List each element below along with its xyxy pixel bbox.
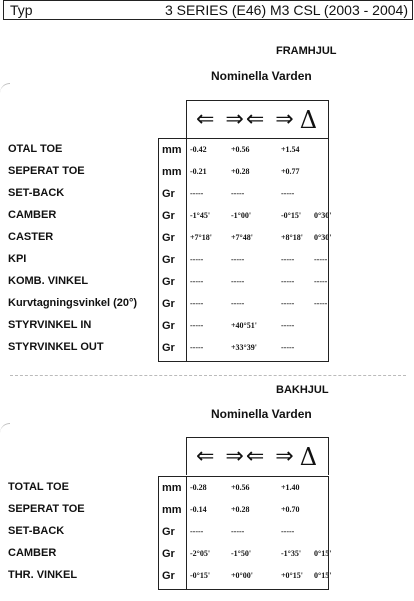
nominal-value: ----- bbox=[231, 255, 245, 264]
unit-cell: mm bbox=[162, 504, 182, 516]
nominal-value: ----- bbox=[231, 299, 245, 308]
max-value: ----- bbox=[281, 255, 295, 264]
max-value: ----- bbox=[281, 321, 295, 330]
front-subtitle: Nominella Varden bbox=[211, 69, 312, 83]
nominal-value: +0°00' bbox=[231, 571, 253, 580]
unit-cell: Gr bbox=[162, 526, 175, 538]
tolerance-value: 0°30' bbox=[314, 211, 332, 220]
max-value: -1°35' bbox=[281, 549, 302, 558]
nominal-value: -1°00' bbox=[231, 211, 252, 220]
min-value: ----- bbox=[190, 277, 204, 286]
max-value: +0.77 bbox=[281, 167, 300, 176]
toe-arrows-icon: ⇐ ⇒⇐ ⇒ bbox=[195, 107, 296, 132]
max-value: +0.70 bbox=[281, 505, 300, 514]
parameter-label: KOMB. VINKEL bbox=[8, 275, 89, 287]
max-value: +1.40 bbox=[281, 483, 300, 492]
value-row bbox=[187, 249, 328, 271]
tolerance-value: 0°15' bbox=[314, 549, 332, 558]
unit-cell: Gr bbox=[162, 254, 175, 266]
value-row bbox=[187, 271, 328, 293]
min-value: ----- bbox=[190, 343, 204, 352]
value-row bbox=[187, 205, 332, 227]
parameter-label: CASTER bbox=[8, 231, 54, 243]
toe-arrows-icon: ⇐ ⇒⇐ ⇒ bbox=[195, 444, 296, 469]
unit-cell: Gr bbox=[162, 548, 175, 560]
value-row bbox=[187, 315, 328, 337]
nominal-value: +0.56 bbox=[231, 145, 250, 154]
unit-cell: Gr bbox=[162, 298, 175, 310]
margin-mark bbox=[0, 83, 10, 94]
front-direction-header bbox=[186, 100, 329, 138]
delta-icon: Δ bbox=[299, 105, 320, 134]
delta-icon: Δ bbox=[299, 442, 320, 471]
rear-subtitle: Nominella Varden bbox=[211, 407, 312, 421]
nominal-value: ----- bbox=[231, 527, 245, 536]
tolerance-value: ----- bbox=[314, 255, 328, 264]
nominal-value: +0.28 bbox=[231, 167, 250, 176]
value-row bbox=[187, 183, 328, 205]
max-value: -0°15' bbox=[281, 211, 302, 220]
max-value: ----- bbox=[281, 343, 295, 352]
min-value: ----- bbox=[190, 299, 204, 308]
rear-unit-column bbox=[158, 476, 186, 590]
value-row bbox=[187, 477, 328, 499]
tolerance-value: 0°30' bbox=[314, 233, 332, 242]
rear-section-title: BAKHJUL bbox=[276, 384, 329, 396]
unit-cell: mm bbox=[162, 166, 182, 178]
min-value: -0.14 bbox=[190, 505, 207, 514]
unit-cell: mm bbox=[162, 482, 182, 494]
parameter-label: TOTAL TOE bbox=[8, 481, 69, 493]
section-divider bbox=[10, 375, 406, 376]
parameter-label: STYRVINKEL OUT bbox=[8, 341, 104, 353]
max-value: +0°15' bbox=[281, 571, 303, 580]
max-value: +1.54 bbox=[281, 145, 300, 154]
min-value: -0.21 bbox=[190, 167, 207, 176]
rear-values-column bbox=[186, 476, 332, 590]
value-row bbox=[187, 161, 328, 183]
min-value: ----- bbox=[190, 527, 204, 536]
min-value: ----- bbox=[190, 189, 204, 198]
unit-cell: Gr bbox=[162, 188, 175, 200]
min-value: -0.42 bbox=[190, 145, 207, 154]
max-value: +8°18' bbox=[281, 233, 303, 242]
margin-mark bbox=[0, 423, 10, 434]
parameter-label: SET-BACK bbox=[8, 187, 65, 199]
max-value: ----- bbox=[281, 299, 295, 308]
unit-cell: Gr bbox=[162, 232, 175, 244]
max-value: ----- bbox=[281, 277, 295, 286]
unit-cell: Gr bbox=[162, 342, 175, 354]
parameter-label: SEPERAT TOE bbox=[8, 503, 85, 515]
front-unit-column bbox=[158, 138, 186, 362]
min-value: +7°18' bbox=[190, 233, 212, 242]
min-value: -0°15' bbox=[190, 571, 211, 580]
vehicle-header bbox=[3, 0, 413, 20]
vehicle-model: 3 SERIES (E46) M3 CSL (2003 - 2004) bbox=[164, 2, 408, 18]
unit-cell: mm bbox=[162, 144, 182, 156]
value-row bbox=[187, 227, 332, 249]
parameter-label: KPI bbox=[8, 253, 27, 265]
tolerance-value: ----- bbox=[314, 299, 328, 308]
value-row bbox=[187, 521, 328, 543]
min-value: -2°05' bbox=[190, 549, 211, 558]
nominal-value: +40°51' bbox=[231, 321, 257, 330]
parameter-label: SET-BACK bbox=[8, 525, 65, 537]
unit-cell: Gr bbox=[162, 210, 175, 222]
value-row bbox=[187, 139, 328, 161]
parameter-label: CAMBER bbox=[8, 209, 57, 221]
unit-cell: Gr bbox=[162, 320, 175, 332]
unit-cell: Gr bbox=[162, 570, 175, 582]
nominal-value: ----- bbox=[231, 189, 245, 198]
max-value: ----- bbox=[281, 527, 295, 536]
front-values-column bbox=[186, 138, 332, 362]
parameter-label: THR. VINKEL bbox=[8, 569, 78, 581]
parameter-label: Kurvtagningsvinkel (20°) bbox=[8, 297, 138, 309]
min-value: ----- bbox=[190, 255, 204, 264]
parameter-label: CAMBER bbox=[8, 547, 57, 559]
parameter-label: SEPERAT TOE bbox=[8, 165, 85, 177]
unit-cell: Gr bbox=[162, 276, 175, 288]
min-value: -1°45' bbox=[190, 211, 211, 220]
nominal-value: +0.28 bbox=[231, 505, 250, 514]
nominal-value: +0.56 bbox=[231, 483, 250, 492]
tolerance-value: ----- bbox=[314, 277, 328, 286]
nominal-value: -1°50' bbox=[231, 549, 252, 558]
parameter-label: STYRVINKEL IN bbox=[8, 319, 92, 331]
min-value: -0.28 bbox=[190, 483, 207, 492]
min-value: ----- bbox=[190, 321, 204, 330]
nominal-value: +7°48' bbox=[231, 233, 253, 242]
value-row bbox=[187, 499, 328, 521]
value-row bbox=[187, 543, 332, 565]
parameter-label: OTAL TOE bbox=[8, 143, 63, 155]
nominal-value: ----- bbox=[231, 277, 245, 286]
rear-direction-header bbox=[186, 437, 329, 475]
max-value: ----- bbox=[281, 189, 295, 198]
nominal-value: +33°39' bbox=[231, 343, 257, 352]
value-row bbox=[187, 337, 328, 359]
value-row bbox=[187, 565, 332, 587]
type-label: Typ bbox=[10, 2, 33, 18]
front-section-title: FRAMHJUL bbox=[276, 45, 337, 57]
tolerance-value: 0°15' bbox=[314, 571, 332, 580]
value-row bbox=[187, 293, 328, 315]
